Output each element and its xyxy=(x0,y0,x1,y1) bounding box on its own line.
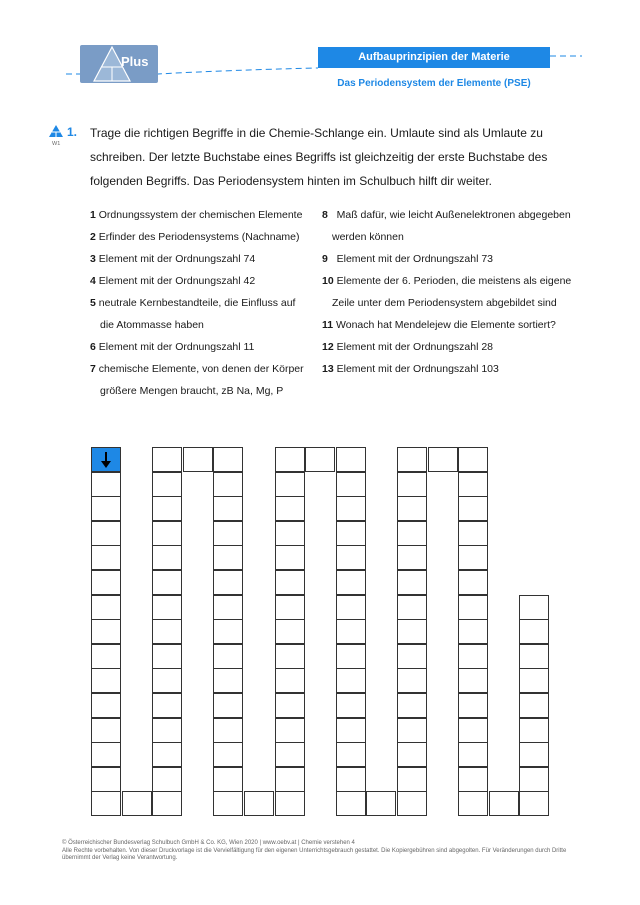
letter-cell[interactable] xyxy=(458,447,488,472)
letter-cell[interactable] xyxy=(152,791,182,816)
letter-cell[interactable] xyxy=(91,472,121,497)
letter-cell[interactable] xyxy=(275,767,305,792)
letter-cell[interactable] xyxy=(397,545,427,570)
letter-cell[interactable] xyxy=(519,693,549,718)
letter-cell[interactable] xyxy=(213,472,243,497)
letter-cell[interactable] xyxy=(91,644,121,669)
letter-cell[interactable] xyxy=(275,668,305,693)
clue-1: 1 Ordnungssystem der chemischen Elemente xyxy=(90,209,303,221)
letter-cell[interactable] xyxy=(336,693,366,718)
letter-cell[interactable] xyxy=(91,791,121,816)
letter-cell[interactable] xyxy=(91,718,121,743)
letter-cell[interactable] xyxy=(397,570,427,595)
page-subtitle: Das Periodensystem der Elemente (PSE) xyxy=(337,78,531,89)
letter-cell[interactable] xyxy=(397,791,427,816)
letter-cell[interactable] xyxy=(458,496,488,521)
letter-cell[interactable] xyxy=(275,472,305,497)
letter-cell[interactable] xyxy=(458,718,488,743)
letter-cell[interactable] xyxy=(336,791,366,816)
letter-cell[interactable] xyxy=(336,496,366,521)
clue-5: 5 neutrale Kernbestandteile, die Einfluss auf die Atommasse haben xyxy=(90,297,296,331)
letter-cell[interactable] xyxy=(519,619,549,644)
letter-cell[interactable] xyxy=(336,668,366,693)
letter-cell[interactable] xyxy=(275,595,305,620)
letter-cell[interactable] xyxy=(91,521,121,546)
letter-cell[interactable] xyxy=(91,570,121,595)
letter-cell[interactable] xyxy=(458,767,488,792)
letter-cell[interactable] xyxy=(489,791,519,816)
letter-cell[interactable] xyxy=(91,742,121,767)
letter-cell[interactable] xyxy=(275,644,305,669)
letter-cell[interactable] xyxy=(397,521,427,546)
clue-3: 3 Element mit der Ordnungszahl 74 xyxy=(90,253,256,265)
letter-cell[interactable] xyxy=(152,767,182,792)
letter-cell[interactable] xyxy=(183,447,213,472)
letter-cell[interactable] xyxy=(428,447,458,472)
letter-cell[interactable] xyxy=(458,693,488,718)
letter-cell[interactable] xyxy=(519,767,549,792)
letter-cell[interactable] xyxy=(91,496,121,521)
task-instruction: Trage die richtigen Begriffe in die Chemie-Schlange ein. Umlaute sind als Umlaute zu schreiben. Der letzte Buchstabe eines Begriffs ist gleichzeitig der erste Buchstabe des folgenden Begriffs. Das Periodensystem hinten im Schulbuch hilft dir weiter. xyxy=(90,126,548,188)
letter-cell[interactable] xyxy=(275,718,305,743)
letter-cell[interactable] xyxy=(275,742,305,767)
task-number: 1. xyxy=(67,125,78,139)
letter-cell[interactable] xyxy=(458,791,488,816)
letter-cell[interactable] xyxy=(152,595,182,620)
letter-cell[interactable] xyxy=(397,767,427,792)
letter-cell[interactable] xyxy=(397,595,427,620)
letter-cell[interactable] xyxy=(336,742,366,767)
letter-cell[interactable] xyxy=(458,521,488,546)
clue-6: 6 Element mit der Ordnungszahl 11 xyxy=(90,341,255,353)
letter-cell[interactable] xyxy=(213,718,243,743)
letter-cell[interactable] xyxy=(519,718,549,743)
letter-cell[interactable] xyxy=(213,791,243,816)
clue-7: 7 chemische Elemente, von denen der Körper größere Mengen braucht, zB Na, Mg, P xyxy=(90,363,304,397)
letter-cell[interactable] xyxy=(458,570,488,595)
letter-cell[interactable] xyxy=(397,742,427,767)
letter-cell[interactable] xyxy=(91,668,121,693)
letter-cell[interactable] xyxy=(458,742,488,767)
letter-cell[interactable] xyxy=(91,693,121,718)
letter-cell[interactable] xyxy=(336,619,366,644)
letter-cell[interactable] xyxy=(275,693,305,718)
letter-cell[interactable] xyxy=(152,619,182,644)
letter-cell[interactable] xyxy=(152,742,182,767)
letter-cell[interactable] xyxy=(213,570,243,595)
arrow-down-icon xyxy=(92,448,120,471)
letter-cell[interactable] xyxy=(275,545,305,570)
page-title: Aufbauprinzipien der Materie xyxy=(318,47,550,68)
letter-cell[interactable] xyxy=(336,595,366,620)
clue-13: 13 Element mit der Ordnungszahl 103 xyxy=(322,363,499,375)
letter-cell[interactable] xyxy=(275,447,305,472)
letter-cell[interactable] xyxy=(275,521,305,546)
letter-cell[interactable] xyxy=(458,545,488,570)
clue-11: 11 Wonach hat Mendelejew die Elemente sortiert? xyxy=(322,319,556,331)
letter-cell[interactable] xyxy=(519,791,549,816)
letter-cell[interactable] xyxy=(397,693,427,718)
letter-cell[interactable] xyxy=(519,668,549,693)
letter-cell[interactable] xyxy=(152,521,182,546)
letter-cell[interactable] xyxy=(336,718,366,743)
letter-cell[interactable] xyxy=(91,619,121,644)
task-tag: W1 xyxy=(52,141,61,147)
letter-cell[interactable] xyxy=(213,693,243,718)
letter-cell[interactable] xyxy=(152,545,182,570)
letter-cell[interactable] xyxy=(152,668,182,693)
footer-copyright: © Österreichischer Bundesverlag Schulbuch GmbH & Co. KG, Wien 2020 | www.oebv.at | Chemie verstehen 4 xyxy=(62,840,355,846)
letter-cell[interactable] xyxy=(458,619,488,644)
letter-cell[interactable] xyxy=(275,619,305,644)
letter-cell[interactable] xyxy=(244,791,274,816)
letter-cell[interactable] xyxy=(152,693,182,718)
letter-cell[interactable] xyxy=(213,767,243,792)
letter-cell[interactable] xyxy=(458,644,488,669)
letter-cell[interactable] xyxy=(336,570,366,595)
letter-cell[interactable] xyxy=(213,644,243,669)
start-cell[interactable] xyxy=(91,447,121,472)
letter-cell[interactable] xyxy=(152,447,182,472)
letter-cell[interactable] xyxy=(336,644,366,669)
letter-cell[interactable] xyxy=(213,619,243,644)
logo-label: Plus xyxy=(121,54,149,69)
letter-cell[interactable] xyxy=(152,644,182,669)
letter-cell[interactable] xyxy=(336,521,366,546)
letter-cell[interactable] xyxy=(275,570,305,595)
letter-cell[interactable] xyxy=(336,472,366,497)
letter-cell[interactable] xyxy=(519,742,549,767)
difficulty-triangle-icon xyxy=(48,124,64,138)
letter-cell[interactable] xyxy=(305,447,335,472)
letter-cell[interactable] xyxy=(458,595,488,620)
letter-cell[interactable] xyxy=(152,472,182,497)
letter-cell[interactable] xyxy=(336,767,366,792)
letter-cell[interactable] xyxy=(397,644,427,669)
letter-cell[interactable] xyxy=(458,472,488,497)
clue-10: 10 Elemente der 6. Perioden, die meistens als eigene Zeile unter dem Periodensystem abgebildet sind xyxy=(322,275,572,309)
letter-cell[interactable] xyxy=(336,447,366,472)
letter-cell[interactable] xyxy=(458,668,488,693)
letter-cell[interactable] xyxy=(152,718,182,743)
letter-cell[interactable] xyxy=(336,545,366,570)
clue-2: 2 Erfinder des Periodensystems (Nachname) xyxy=(90,231,300,243)
letter-cell[interactable] xyxy=(91,595,121,620)
letter-cell[interactable] xyxy=(213,668,243,693)
letter-cell[interactable] xyxy=(397,472,427,497)
letter-cell[interactable] xyxy=(397,496,427,521)
letter-cell[interactable] xyxy=(213,545,243,570)
letter-cell[interactable] xyxy=(213,447,243,472)
letter-cell[interactable] xyxy=(213,496,243,521)
letter-cell[interactable] xyxy=(213,595,243,620)
letter-cell[interactable] xyxy=(366,791,396,816)
letter-cell[interactable] xyxy=(152,570,182,595)
clue-12: 12 Element mit der Ordnungszahl 28 xyxy=(322,341,494,353)
letter-cell[interactable] xyxy=(519,595,549,620)
letter-cell[interactable] xyxy=(397,668,427,693)
footer xyxy=(62,840,582,863)
letter-cell[interactable] xyxy=(275,496,305,521)
letter-cell[interactable] xyxy=(275,791,305,816)
clue-4: 4 Element mit der Ordnungszahl 42 xyxy=(90,275,256,287)
clue-8: 8 Maß dafür, wie leicht Außenelektronen abgegeben werden können xyxy=(322,209,571,243)
letter-cell[interactable] xyxy=(397,619,427,644)
letter-cell[interactable] xyxy=(91,545,121,570)
letter-cell[interactable] xyxy=(152,496,182,521)
letter-cell[interactable] xyxy=(122,791,152,816)
letter-cell[interactable] xyxy=(91,767,121,792)
clue-9: 9 Element mit der Ordnungszahl 73 xyxy=(322,253,494,265)
letter-cell[interactable] xyxy=(397,718,427,743)
letter-cell[interactable] xyxy=(213,521,243,546)
letter-cell[interactable] xyxy=(519,644,549,669)
letter-cell[interactable] xyxy=(213,742,243,767)
letter-cell[interactable] xyxy=(397,447,427,472)
footer-rights: Alle Rechte vorbehalten. Von dieser Druckvorlage ist die Vervielfältigung für den eigenen Unterrichtsgebrauch gestattet. Die Kopiergebühren sind abgegolten. Für Veränderungen durch Dritte übernimmt der Verlag keine Verantwortung. xyxy=(62,847,567,861)
